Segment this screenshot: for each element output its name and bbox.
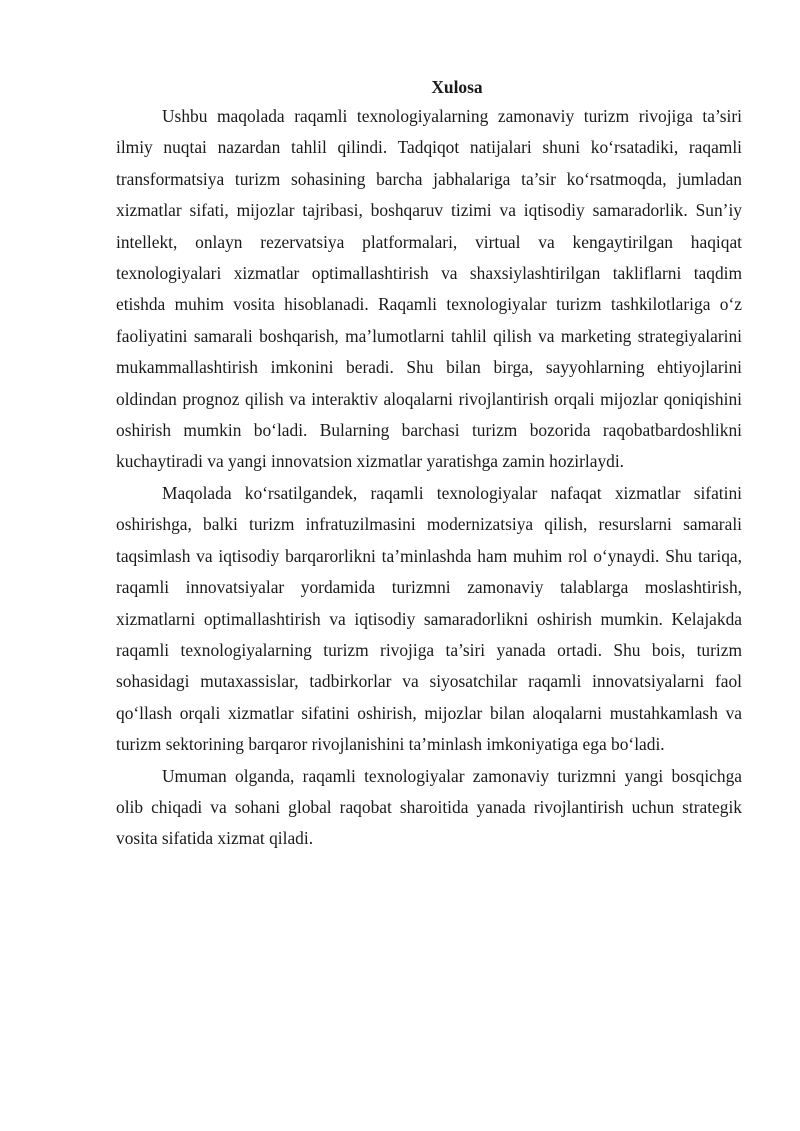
paragraph-3: Umuman olganda, raqamli texnologiyalar zamonaviy turizmni yangi bosqichga olib chiqadi va sohani global raqobat sharoitida yanada rivojlantirish uchun strategik vosita sifatida xizmat qiladi. [116,765,742,849]
paragraph-2: Maqolada ko‘rsatilgandek, raqamli texnologiyalar nafaqat xizmatlar sifatini oshirishga, balki turizm infratuzilmasini modernizatsiya qilish, resurslarni samarali taqsimlash va iqtisodiy barqarorlikni ta’minlashda ham muhim rol o‘ynaydi. Shu tariqa, raqamli innovatsiyalar yordamida turizmni zamonaviy talablarga moslashtirish, xizmatlarni optimallashtirish va iqtisodiy samaradorlikni oshirish mumkin. Kelajakda raqamli texnologiyalarning turizm rivojiga ta’siri yanada ortadi. Shu bois, turizm sohasidagi mutaxassislar, tadbirkorlar va siyosatchilar raqamli innovatsiyalarni faol qo‘llash orqali xizmatlar sifatini oshirish, mijozlar bilan aloqalarni mustahkamlash va turizm sektorining barqaror rivojlanishini ta’minlash imkoniyatiga ega bo‘ladi. [116,482,742,755]
document-body [116,73,742,855]
paragraph-1: Ushbu maqolada raqamli texnologiyalarning zamonaviy turizm rivojiga ta’siri ilmiy nuqtai nazardan tahlil qilindi. Tadqiqot natijalari shuni ko‘rsatadiki, raqamli transformatsiya turizm sohasining barcha jabhalariga ta’sir ko‘rsatmoqda, jumladan xizmatlar sifati, mijozlar tajribasi, boshqaruv tizimi va iqtisodiy samaradorlik. Sun’iy intellekt, onlayn rezervatsiya platformalari, virtual va kengaytirilgan haqiqat texnologiyalari xizmatlar optimallashtirish va shaxsiylashtirilgan takliflarni taqdim etishda muhim vosita hisoblanadi. Raqamli texnologiyalar turizm tashkilotlariga o‘z faoliyatini samarali boshqarish, ma’lumotlarni tahlil qilish va marketing strategiyalarini mukammallashtirish imkonini beradi. Shu bilan birga, sayyohlarning ehtiyojlarini oldindan prognoz qilish va interaktiv aloqalarni rivojlantirish orqali mijozlar qoniqishini oshirish mumkin bo‘ladi. Bularning barchasi turizm bozorida raqobatbardoshlikni kuchaytiradi va yangi innovatsion xizmatlar yaratishga zamin hozirlaydi. [116,106,742,472]
section-title: Xulosa [431,77,483,97]
